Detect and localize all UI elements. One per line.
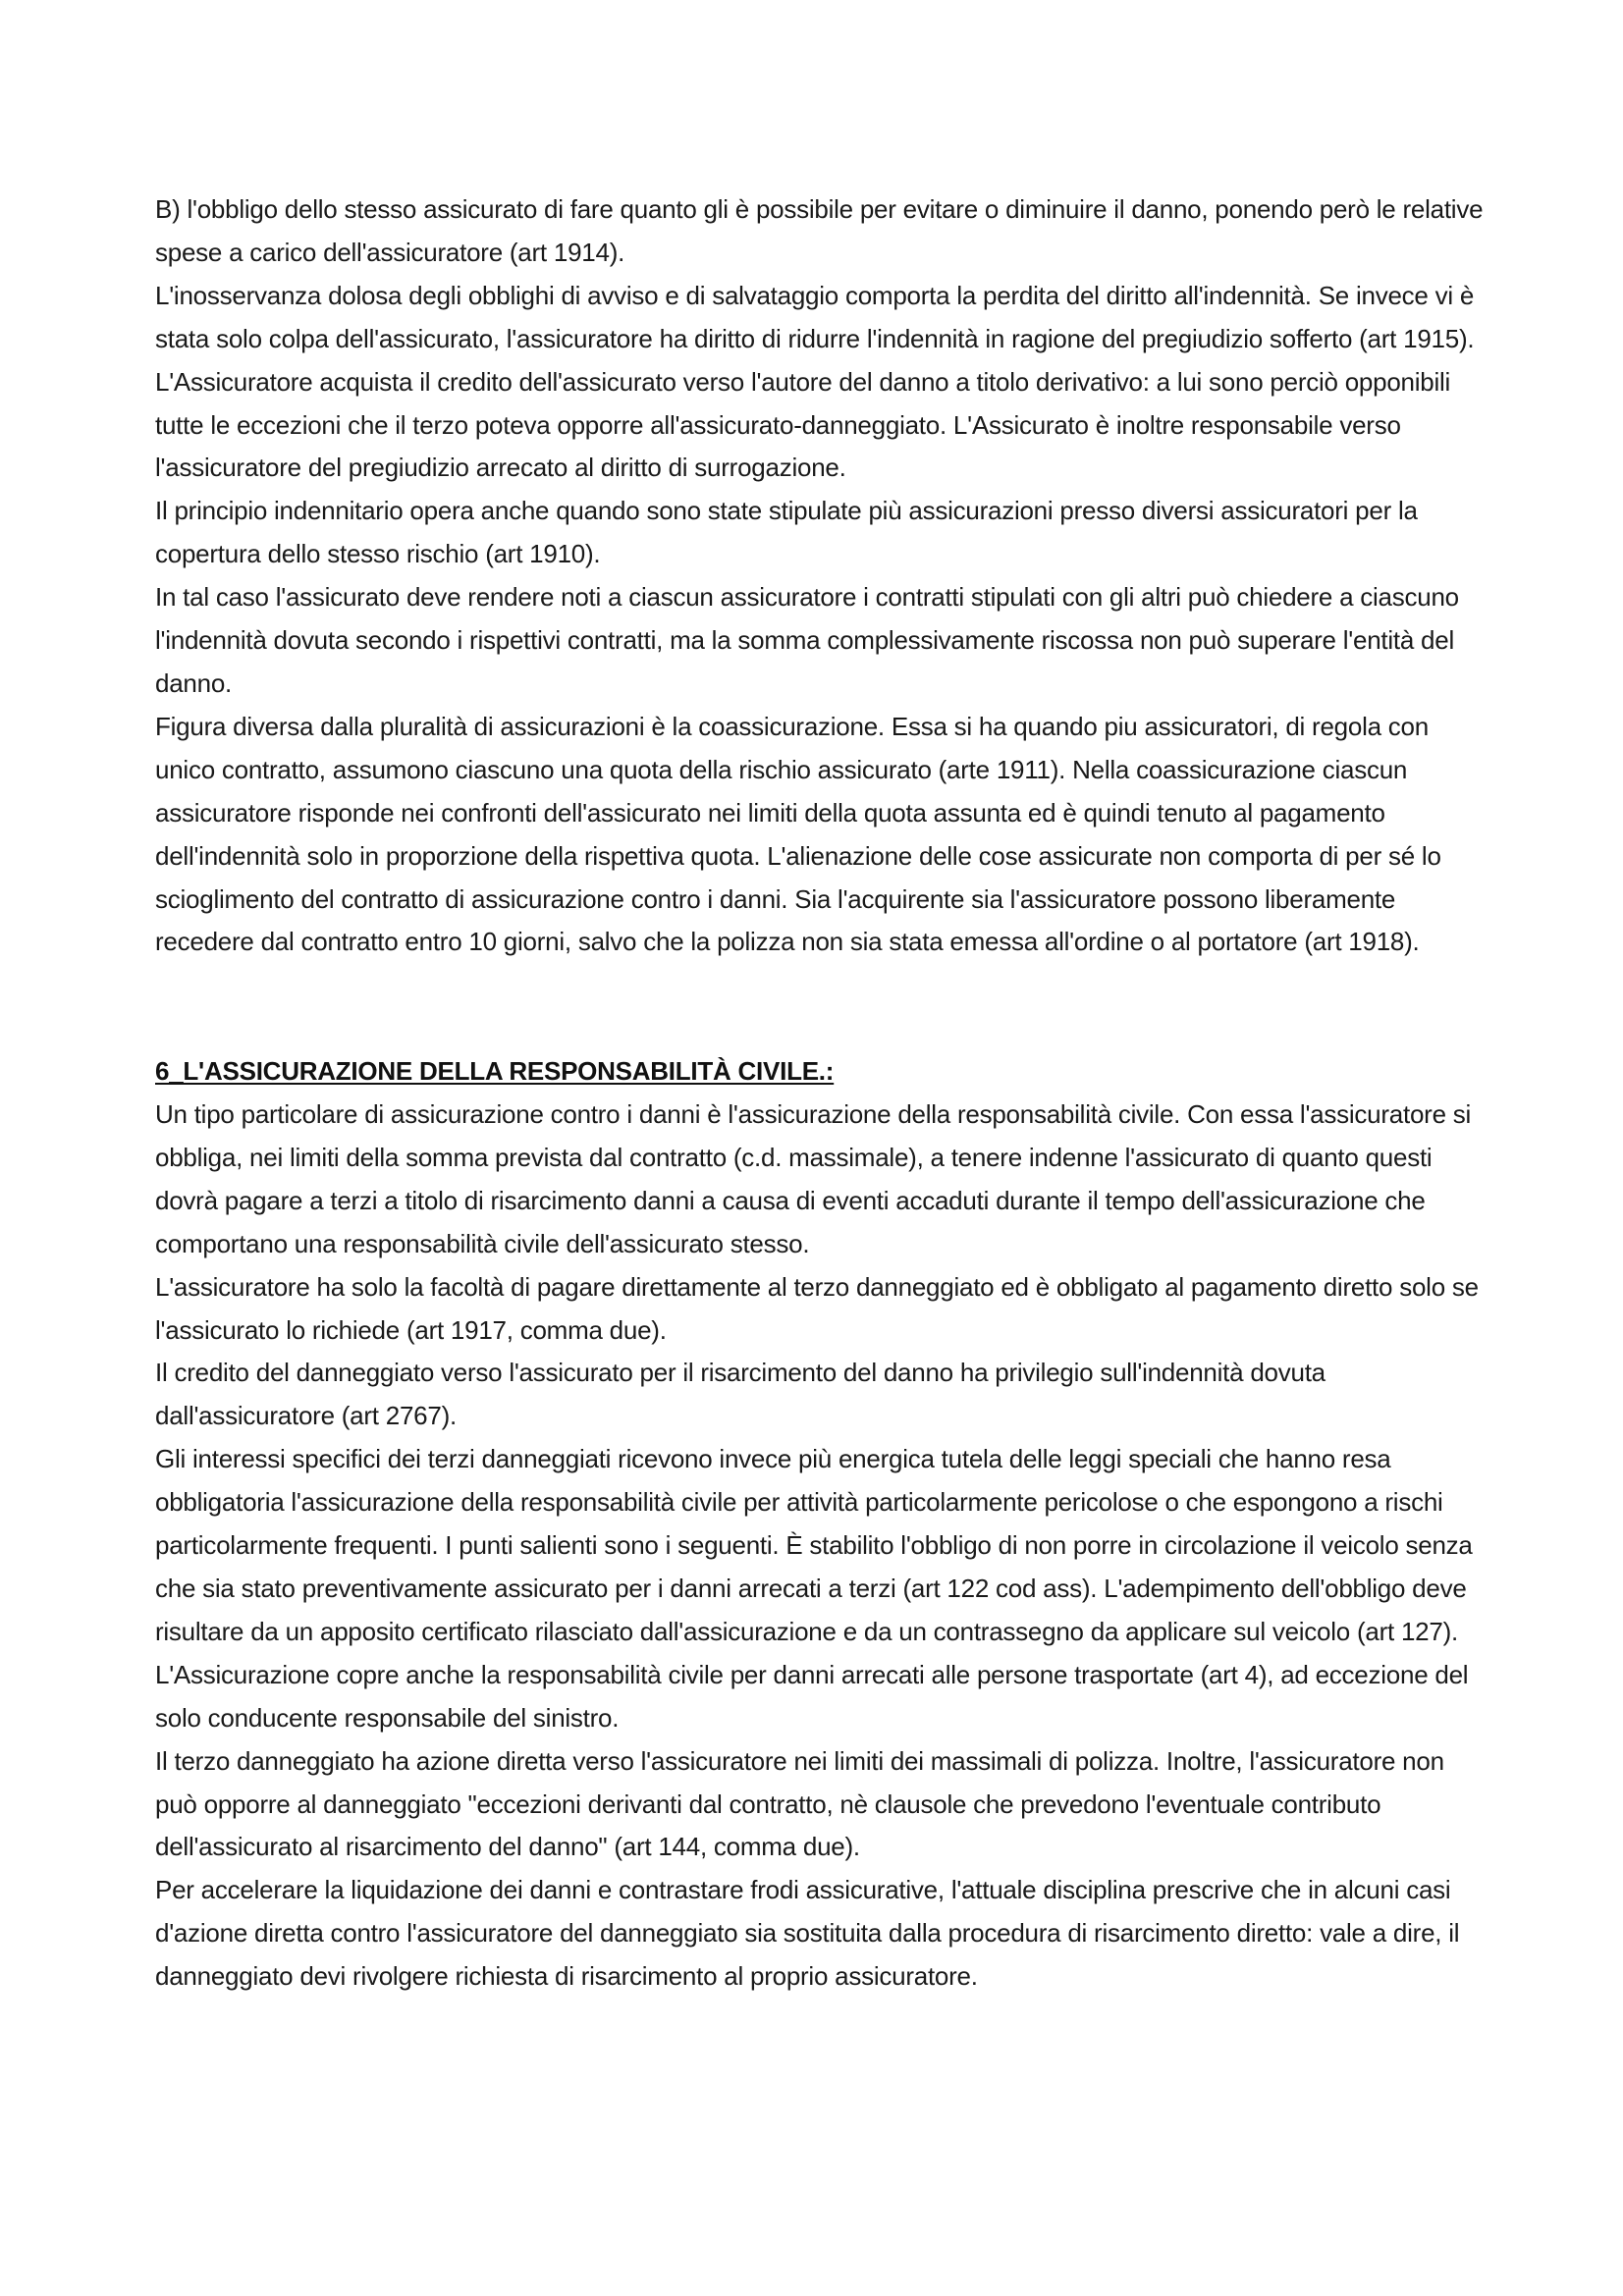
document-page (155, 188, 1490, 1999)
paragraph-piu-assicuratori: In tal caso l'assicurato deve rendere noti a ciascun assicuratore i contratti stipulati con gli altri può chiedere a ciascuno l'indennità dovuta secondo i rispettivi contratti, ma la somma complessivamente riscossa non può superare l'entità del danno. (155, 582, 1459, 698)
paragraph-azione-diretta: Il terzo danneggiato ha azione diretta verso l'assicuratore nei limiti dei massimali di polizza. Inoltre, l'assicuratore non può opporre al danneggiato "eccezioni derivanti dal contratto, nè clausole che prevedono l'eventuale contributo dell'assicurato al risarcimento del danno" (art 144, comma due). (155, 1745, 1444, 1862)
paragraph-inosservanza: L'inosservanza dolosa degli obblighi di avviso e di salvataggio comporta la perdita del diritto all'indennità. Se invece vi è stata solo colpa dell'assicurato, l'assicuratore ha diritto di ridurre l'indennità in ragione del pregiudizio sofferto (art 1915). (155, 280, 1475, 353)
paragraph-obbligo-salvataggio: B) l'obbligo dello stesso assicurato di fare quanto gli è possibile per evitare o diminuire il danno, ponendo però le relative spese a carico dell'assicuratore (art 1914). (155, 194, 1484, 267)
paragraph-risarcimento-diretto: Per accelerare la liquidazione dei danni e contrastare frodi assicurative, l'attuale disciplina prescrive che in alcuni casi d'azione diretta contro l'assicuratore del danneggiato sia sostituita dalla procedura di risarcimento diretto: vale a dire, il danneggiato devi rivolgere richiesta di risarcimento al proprio assicuratore. (155, 1875, 1460, 1992)
paragraph-coassicurazione: Figura diversa dalla pluralità di assicurazioni è la coassicurazione. Essa si ha quando piu assicuratori, di regola con unico contratto, assumono ciascuno una quota della rischio assicurato (arte 1911). Nella coassicurazione ciascun assicuratore risponde nei confronti dell'assicurato nei limiti della quota assunta ed è quindi tenuto al pagamento dell'indennità solo in proporzione della rispettiva quota. L'alienazione delle cose assicurate non comporta di per sé lo scioglimento del contratto di assicurazione contro i danni. Sia l'acquirente sia l'assicuratore possono liberamente recedere dal contratto entro 10 giorni, salvo che la polizza non sia stata emessa all'ordine o al portatore (art 1918). (155, 711, 1441, 957)
paragraph-principio-indennitario: Il principio indennitario opera anche quando sono state stipulate più assicurazioni presso diversi assicuratori per la copertura dello stesso rischio (art 1910). (155, 496, 1418, 569)
section-coassicurazione (155, 188, 1490, 964)
paragraph-surrogazione: L'Assicuratore acquista il credito dell'assicurato verso l'autore del danno a titolo derivativo: a lui sono perciò opponibili tutte le eccezioni che il terzo poteva opporre all'assicurato-danneggiato. L'Assicurato è inoltre responsabile verso l'assicuratore del pregiudizio arrecato al diritto di surrogazione. (155, 366, 1451, 483)
paragraph-definizione-rc: Un tipo particolare di assicurazione contro i danni è l'assicurazione della responsabilità civile. Con essa l'assicuratore si obbliga, nei limiti della somma prevista dal contratto (c.d. massimale), a tenere indenne l'assicurato di quanto questi dovrà pagare a terzi a titolo di risarcimento danni a causa di eventi accaduti durante il tempo dell'assicurazione che comportano una responsabilità civile dell'assicurato stesso. (155, 1099, 1472, 1258)
paragraph-privilegio: Il credito del danneggiato verso l'assicurato per il risarcimento del danno ha privilegio sull'indennità dovuta dall'assicuratore (art 2767). (155, 1358, 1325, 1431)
section-responsabilita-civile (155, 1050, 1490, 1999)
section-title: 6_L'ASSICURAZIONE DELLA RESPONSABILITÀ CIVILE.: (155, 1056, 835, 1087)
paragraph-persone-trasportate: L'Assicurazione copre anche la responsabilità civile per danni arrecati alle persone trasportate (art 4), ad eccezione del solo conducente responsabile del sinistro. (155, 1659, 1469, 1733)
paragraph-pagamento-diretto: L'assicuratore ha solo la facoltà di pagare direttamente al terzo danneggiato ed è obbligato al pagamento diretto solo se l'assicurato lo richiede (art 1917, comma due). (155, 1271, 1479, 1345)
paragraph-leggi-speciali: Gli interessi specifici dei terzi danneggiati ricevono invece più energica tutela delle leggi speciali che hanno resa obbligatoria l'assicurazione della responsabilità civile per attività particolarmente pericolose o che espongono a rischi particolarmente frequenti. I punti salienti sono i seguenti. È stabilito l'obbligo di non porre in circolazione il veicolo senza che sia stato preventivamente assicurato per i danni arrecati a terzi (art 122 cod ass). L'adempimento dell'obbligo deve risultare da un apposito certificato rilasciato dall'assicurazione e da un contrassegno da applicare sul veicolo (art 127). (155, 1444, 1473, 1646)
